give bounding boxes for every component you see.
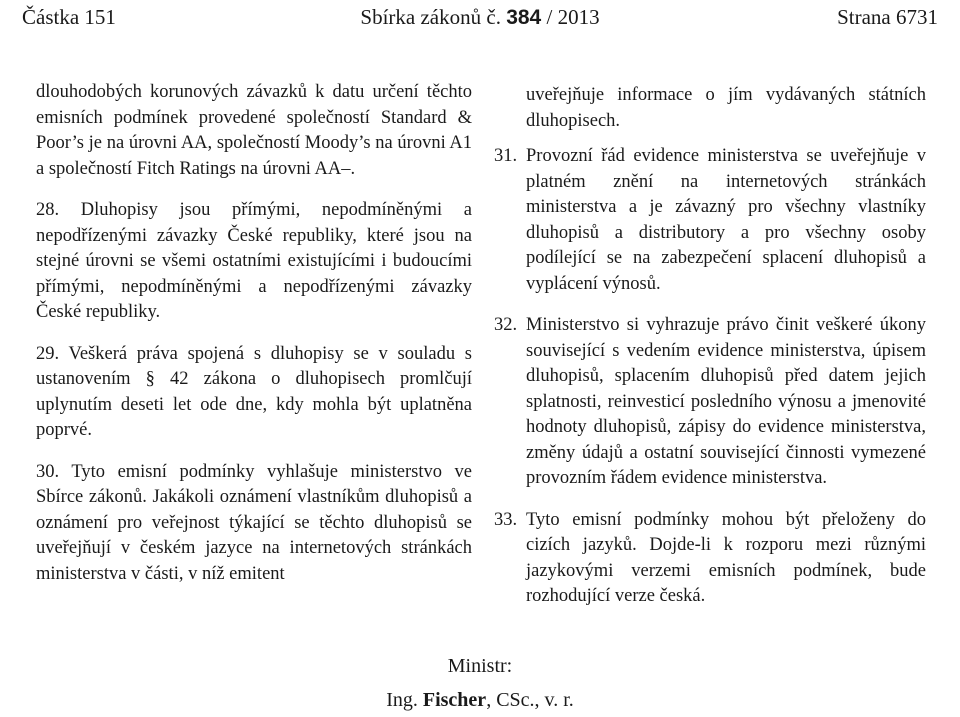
- name-prefix: Ing.: [386, 689, 418, 711]
- continuation-paragraph: uveřejňuje informace o jím vydávaných státních dluhopisech.: [526, 85, 926, 131]
- item-number: 31.: [494, 146, 518, 166]
- collection-number: 384: [506, 6, 542, 29]
- part-number: Částka 151: [22, 5, 116, 29]
- item-text: Provozní řád evidence ministerstva se uveřejňuje v platném znění na internetových stránkách ministerstva a je závazný pro všechny vlastníky dluhopisů a distributory a pro všechny osoby podílející se na zabezpečení splacení dluhopisů a vyplácení výnosů.: [526, 146, 926, 294]
- right-column: [494, 83, 926, 626]
- page-number: Strana 6731: [837, 5, 938, 29]
- list-item: [36, 460, 472, 588]
- item-text: Ministerstvo si vyhrazuje právo činit veškeré úkony související s vedením evidence ministerstva, úpisem dluhopisů, splacením dluhopisů před datem jejich splatnosti, reinvesticí posledního výnosu a jmenovité hodnoty dluhopisů, zápisy do evidence ministerstva, změny údajů a ostatní související činnosti vymezené provozním řádem evidence ministerstva.: [526, 315, 926, 488]
- list-item: [36, 198, 472, 326]
- item-text: Tyto emisní podmínky vyhlašuje ministerstvo ve Sbírce zákonů. Jakákoli oznámení vlastníkům dluhopisů a oznámení pro veřejnost týkající se těchto dluhopisů se uveřejňují v českém jazyce na internetových stránkách ministerstva v části, v níž emitent: [36, 461, 473, 584]
- list-item: [494, 508, 926, 610]
- collection-prefix: Sbírka zákonů č.: [360, 5, 501, 29]
- signature-title: Ministr:: [447, 655, 513, 677]
- list-item: [494, 313, 926, 492]
- item-number: 32.: [494, 315, 518, 335]
- page-header: [0, 0, 960, 38]
- signatory-name: Fischer: [422, 689, 487, 711]
- item-number: 33.: [494, 509, 518, 530]
- item-text: Tyto emisní podmínky mohou být přeloženy do cizích jazyků. Dojde-li k rozporu mezi různými jazykovými verzemi emisních podmínek, bude rozhodující verze česká.: [526, 509, 926, 606]
- item-text: Dluhopisy jsou přímými, nepodmíněnými a nepodřízenými závazky České republiky, které jsou na stejné úrovni se všemi ostatními existujícími i budoucími přímými, nepodmíněnými a nepodřízenými závazky České republiky.: [36, 200, 473, 322]
- item-text: Veškerá práva spojená s dluhopisy se v souladu s ustanovením § 42 zákona o dluhopisech promlčují uplynutím deseti let ode dne, kdy mohla být uplatněna poprvé.: [36, 343, 472, 440]
- list-item: [36, 342, 472, 444]
- intro-paragraph: dlouhodobých korunových závazků k datu určení těchto emisních podmínek provedené společností Standard & Poor’s je na úrovni AA, společností Moody’s na úrovni A1 a společností Fitch Ratings na úrovni AA–.: [36, 82, 472, 179]
- collection-year: / 2013: [546, 5, 600, 29]
- signature-name: [0, 689, 960, 712]
- item-number: 30.: [36, 461, 60, 482]
- list-item: [494, 144, 926, 297]
- collection-title: [0, 0, 960, 35]
- item-number: 29.: [36, 343, 60, 364]
- name-suffix: , CSc., v. r.: [486, 689, 574, 711]
- item-number: 28.: [36, 200, 60, 220]
- left-column: [36, 80, 472, 603]
